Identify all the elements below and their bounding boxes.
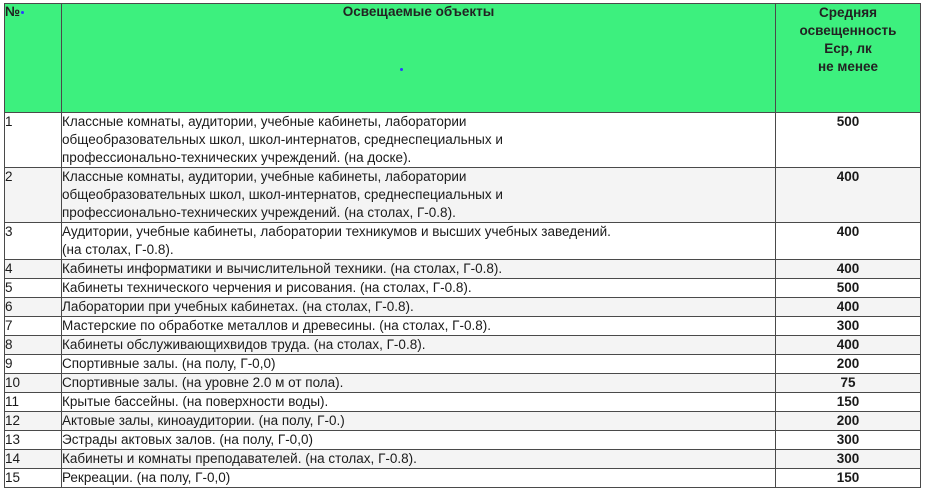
row-number: 1 <box>5 113 62 168</box>
row-number: 11 <box>5 393 62 412</box>
row-object-line: Кабинеты технического черчения и рисования. (на столах, Г-0.8). <box>62 280 472 295</box>
row-object <box>62 260 776 279</box>
header-number <box>5 4 62 113</box>
row-object <box>62 298 776 317</box>
row-object <box>62 355 776 374</box>
row-object-line: Кабинеты и комнаты преподавателей. (на столах, Г-0.8). <box>62 451 417 466</box>
row-illuminance-value: 400 <box>776 336 921 355</box>
row-illuminance-value: 200 <box>776 412 921 431</box>
row-number: 14 <box>5 450 62 469</box>
row-illuminance-value: 300 <box>776 450 921 469</box>
table-row <box>5 355 921 374</box>
header-illuminance-line: Средняя <box>819 5 877 20</box>
row-illuminance-value: 500 <box>776 279 921 298</box>
table-row <box>5 113 921 168</box>
row-object-line: профессионально-технических учреждений. (на доске). <box>62 150 412 165</box>
row-object <box>62 431 776 450</box>
row-object-line: Кабинеты обслуживающихвидов труда. (на столах, Г-0.8). <box>62 337 426 352</box>
row-object <box>62 450 776 469</box>
row-number: 12 <box>5 412 62 431</box>
row-object-line: профессионально-технических учреждений. (на столах, Г-0.8). <box>62 205 456 220</box>
table-row <box>5 431 921 450</box>
row-object <box>62 412 776 431</box>
table-row <box>5 469 921 488</box>
row-object-line: Кабинеты информатики и вычислительной техники. (на столах, Г-0.8). <box>62 261 503 276</box>
row-object <box>62 168 776 223</box>
row-number: 13 <box>5 431 62 450</box>
row-illuminance-value: 400 <box>776 260 921 279</box>
table-row <box>5 393 921 412</box>
row-object-line: (на столах, Г-0.8). <box>62 242 174 257</box>
header-illuminance <box>776 4 921 113</box>
table-row <box>5 450 921 469</box>
header-illuminance-line: освещенность <box>799 23 897 38</box>
row-object <box>62 469 776 488</box>
row-number: 8 <box>5 336 62 355</box>
row-illuminance-value: 150 <box>776 469 921 488</box>
row-object <box>62 113 776 168</box>
table-row <box>5 223 921 260</box>
row-illuminance-value: 75 <box>776 374 921 393</box>
row-object-line: Крытые бассейны. (на поверхности воды). <box>62 394 329 409</box>
row-object <box>62 393 776 412</box>
row-object-line: Мастерские по обработке металлов и древесины. (на столах, Г-0.8). <box>62 318 491 333</box>
row-object <box>62 374 776 393</box>
row-object-line: общеобразовательных школ, школ-интернатов, среднеспециальных и <box>62 132 503 147</box>
table-body <box>5 113 921 488</box>
row-object-line: Классные комнаты, аудитории, учебные кабинеты, лаборатории <box>62 114 467 129</box>
header-objects <box>62 4 776 113</box>
row-object-line: Эстрады актовых залов. (на полу, Г-0,0) <box>62 432 313 447</box>
row-illuminance-value: 400 <box>776 168 921 223</box>
row-object-line: Классные комнаты, аудитории, учебные кабинеты, лаборатории <box>62 169 467 184</box>
row-number: 3 <box>5 223 62 260</box>
table-row <box>5 168 921 223</box>
row-number: 5 <box>5 279 62 298</box>
row-number: 7 <box>5 317 62 336</box>
row-illuminance-value: 400 <box>776 298 921 317</box>
table-row <box>5 279 921 298</box>
table-header-row <box>5 4 921 113</box>
row-illuminance-value: 200 <box>776 355 921 374</box>
row-object-line: Спортивные залы. (на полу, Г-0,0) <box>62 356 276 371</box>
row-number: 2 <box>5 168 62 223</box>
row-object <box>62 223 776 260</box>
table-row <box>5 260 921 279</box>
row-object <box>62 336 776 355</box>
row-number: 6 <box>5 298 62 317</box>
row-number: 4 <box>5 260 62 279</box>
row-number: 10 <box>5 374 62 393</box>
illumination-norms-table <box>4 3 921 488</box>
table-row <box>5 298 921 317</box>
row-illuminance-value: 500 <box>776 113 921 168</box>
table-row <box>5 336 921 355</box>
row-number: 15 <box>5 469 62 488</box>
row-number: 9 <box>5 355 62 374</box>
table-row <box>5 374 921 393</box>
table-row <box>5 412 921 431</box>
blue-dot-icon <box>21 11 24 14</box>
header-number-label: № <box>5 4 21 19</box>
row-illuminance-value: 300 <box>776 431 921 450</box>
header-illuminance-line: Еср, лк <box>824 41 872 56</box>
header-objects-label: Освещаемые объекты <box>342 4 495 19</box>
row-object-line: Аудитории, учебные кабинеты, лаборатории техникумов и высших учебных заведений. <box>62 224 611 239</box>
row-object-line: общеобразовательных школ, школ-интернатов, среднеспециальных и <box>62 187 503 202</box>
row-illuminance-value: 150 <box>776 393 921 412</box>
row-illuminance-value: 400 <box>776 223 921 260</box>
row-illuminance-value: 300 <box>776 317 921 336</box>
row-object <box>62 317 776 336</box>
row-object-line: Рекреации. (на полу, Г-0,0) <box>62 470 231 485</box>
header-illuminance-line: не менее <box>817 59 879 74</box>
row-object-line: Актовые залы, киноаудитории. (на полу, Г-0.) <box>62 413 345 428</box>
row-object-line: Спортивные залы. (на уровне 2.0 м от пола). <box>62 375 344 390</box>
blue-dot-icon <box>400 68 403 71</box>
row-object <box>62 279 776 298</box>
row-object-line: Лаборатории при учебных кабинетах. (на столах, Г-0.8). <box>62 299 414 314</box>
table-row <box>5 317 921 336</box>
